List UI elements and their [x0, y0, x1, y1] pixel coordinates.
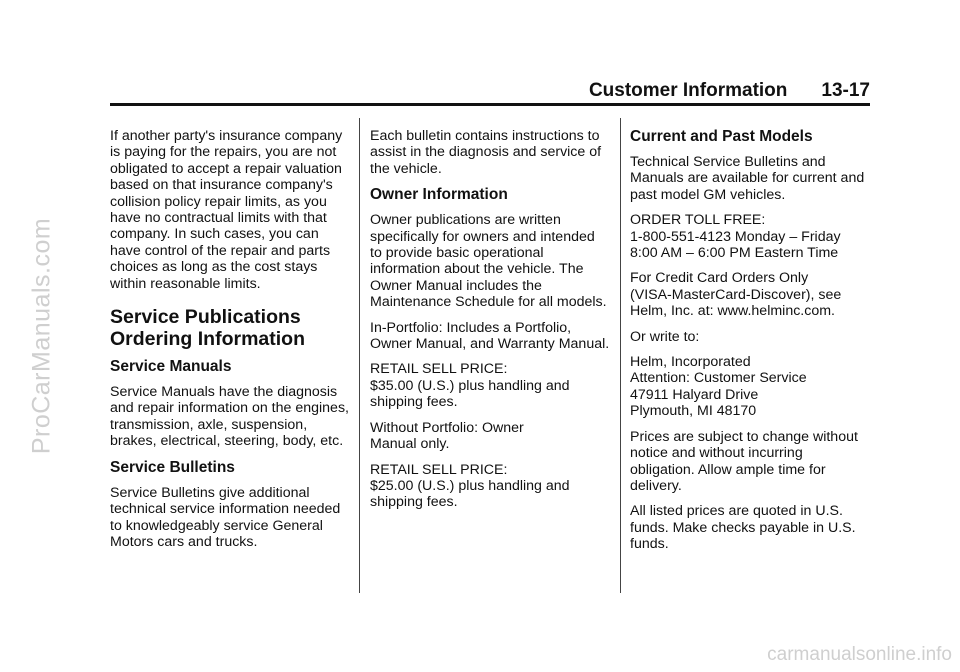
retail-price-paragraph: RETAIL SELL PRICE: $25.00 (U.S.) plus handling and shipping fees. [370, 461, 570, 511]
heading-service-publications [110, 306, 350, 350]
in-portfolio-paragraph: In-Portfolio: Includes a Portfolio, Owner Manual, and Warranty Manual. [370, 319, 610, 353]
service-manuals-paragraph: Service Manuals have the diagnosis and repair information on the engines, transmission, axle, suspension, brakes, electrical, steering, body, etc. [110, 384, 349, 450]
column-divider [620, 118, 621, 593]
heading-current-past-models: Current and Past Models [630, 128, 813, 145]
intro-paragraph: If another party's insurance company is paying for the repairs, you are not obligated to accept a repair valuation based on that insurance company's collision policy repair limits, as you have no contractual limits with that company. In such cases, you can have control of the repair and parts choices as long as the cost stays within reasonable limits. [110, 128, 343, 292]
retail-price-paragraph: RETAIL SELL PRICE: $35.00 (U.S.) plus handling and shipping fees. [370, 361, 570, 411]
order-paragraph: ORDER TOLL FREE: 1-800-551-4123 Monday – Friday 8:00 AM – 6:00 PM Eastern Time [630, 212, 841, 262]
column-divider [359, 118, 360, 593]
credit-card-paragraph: For Credit Card Orders Only (VISA-MasterCard-Discover), see Helm, Inc. at: www.helminc.com. [630, 270, 842, 320]
address-paragraph: Helm, Incorporated Attention: Customer Service 47911 Halyard Drive Plymouth, MI 48170 [630, 354, 807, 420]
section-title: Customer Information [588, 80, 788, 101]
heading-line: Service Publications [110, 306, 301, 329]
column-middle [370, 128, 610, 520]
page-number: 13-17 [821, 80, 870, 101]
header-title-block [589, 80, 870, 102]
without-portfolio-paragraph: Without Portfolio: Owner Manual only. [370, 419, 524, 453]
heading-service-manuals: Service Manuals [110, 358, 232, 376]
column-right [630, 128, 870, 562]
prices-us-paragraph: All listed prices are quoted in U.S. funds. Make checks payable in U.S. funds. [630, 503, 856, 553]
prices-change-paragraph: Prices are subject to change without notice and without incurring obligation. Allow ample time for delivery. [630, 428, 858, 494]
page-header [110, 80, 870, 104]
side-watermark: ProCarManuals.com [27, 217, 56, 455]
service-bulletins-paragraph: Service Bulletins give additional technical service information needed to knowledgeably service General Motors cars and trucks. [110, 484, 341, 550]
heading-line: Ordering Information [110, 328, 305, 351]
column-left [110, 128, 350, 559]
heading-service-bulletins: Service Bulletins [110, 458, 235, 476]
models-paragraph: Technical Service Bulletins and Manuals are available for current and past model GM vehicles. [630, 154, 865, 203]
header-rule [110, 103, 870, 106]
bulletin-paragraph: Each bulletin contains instructions to assist in the diagnosis and service of the vehicle. [370, 128, 602, 177]
write-to-paragraph: Or write to: [630, 328, 700, 345]
heading-owner-information: Owner Information [370, 186, 508, 204]
owner-paragraph: Owner publications are written specifically for owners and intended to provide basic operational information about the vehicle. The Owner Manual includes the Maintenance Schedule for all models. [370, 212, 607, 311]
footer-watermark: carmanualsonline.info [767, 644, 952, 665]
